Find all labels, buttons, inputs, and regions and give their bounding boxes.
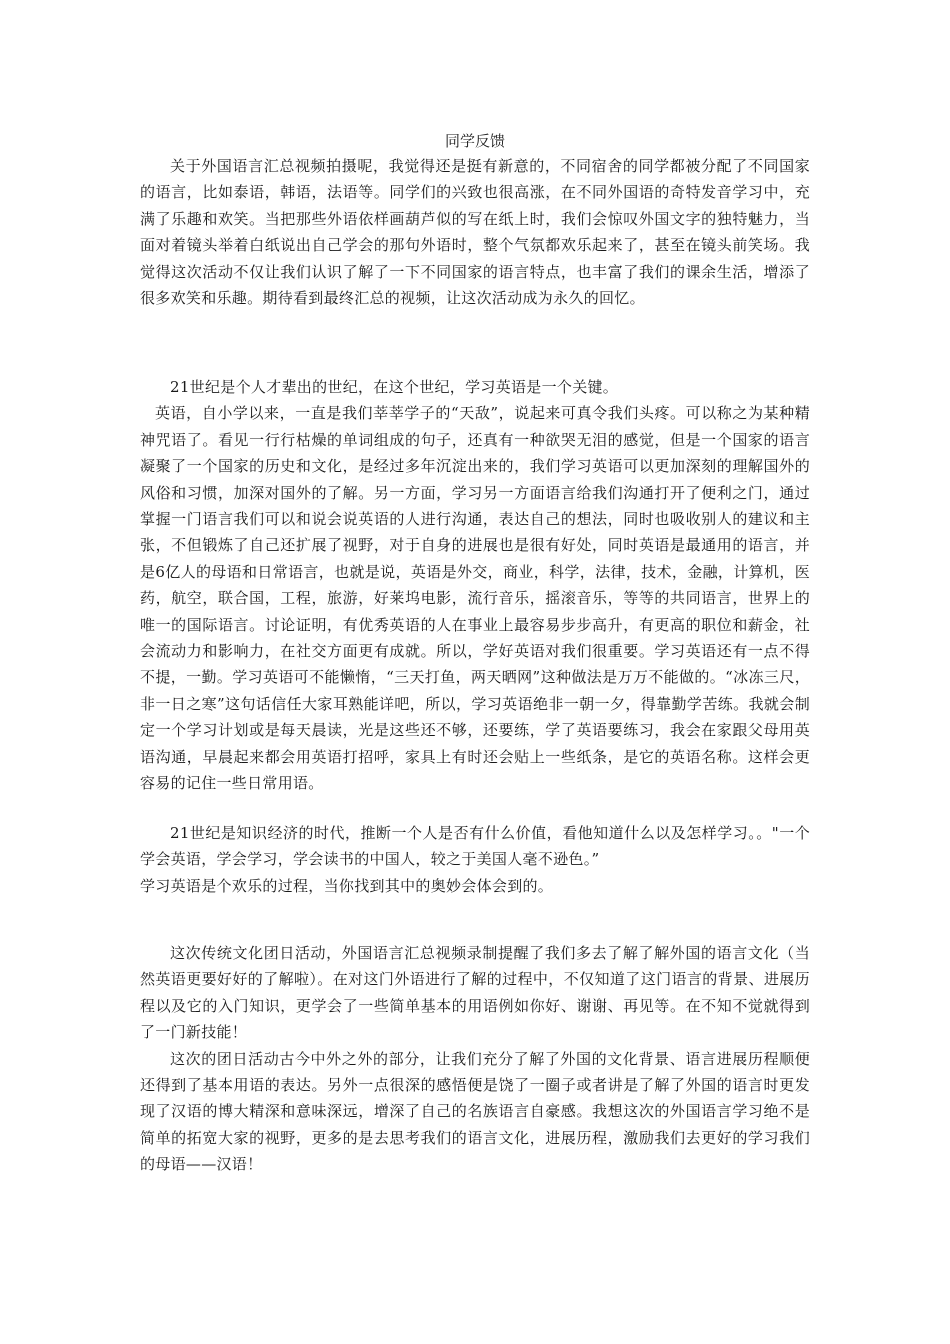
document-title: 同学反馈 — [444, 132, 505, 150]
feedback-section-3 — [140, 820, 810, 899]
paragraph: 学习英语是个欢乐的过程，当你找到其中的奥妙会体会到的。 — [140, 876, 554, 895]
paragraph: 这次传统文化团日活动，外国语言汇总视频录制提醒了我们多去了解了解外国的语言文化（当然英语更要好好的了解啦）。在对这门外语进行了解的过程中，不仅知道了这门语言的背景、进展历程以及它的入门知识，更学会了一些简单基本的用语例如你好、谢谢、再见等。在不知不觉就得到了一门新技能！ — [140, 944, 810, 1042]
feedback-section-2 — [140, 374, 810, 797]
paragraph: 21世纪是知识经济的时代，推断一个人是否有什么价值，看他知道什么以及怎样学习。。"一个学会英语，学会学习，学会读书的中国人，较之于美国人毫不逊色。” — [140, 824, 810, 869]
feedback-section-4 — [140, 940, 810, 1178]
paragraph: 21世纪是个人才辈出的世纪，在这个世纪，学习英语是一个关键。 — [170, 378, 619, 396]
paragraph: 关于外国语言汇总视频拍摄呢，我觉得还是挺有新意的，不同宿舍的同学都被分配了不同国家的语言，比如泰语，韩语，法语等。同学们的兴致也很高涨，在不同外国语的奇特发音学习中，充满了乐趣和欢笑。当把那些外语依样画葫芦似的写在纸上时，我们会惊叹外国文字的独特魅力，当面对着镜头举着白纸说出自己学会的那句外语时，整个气氛都欢乐起来了，甚至在镜头前笑场。我觉得这次活动不仅让我们认识了解了一下不同国家的语言特点，也丰富了我们的课余生活，增添了很多欢笑和乐趣。期待看到最终汇总的视频，让这次活动成为永久的回忆。 — [140, 157, 810, 308]
feedback-section-1 — [140, 153, 810, 311]
paragraph: 英语，自小学以来，一直是我们莘莘学子的“天敌”，说起来可真令我们头疼。可以称之为某种精神咒语了。看见一行行枯燥的单词组成的句子，还真有一种欲哭无泪的感觉，但是一个国家的语言凝聚了一个国家的历史和文化，是经过多年沉淀出来的，我们学习英语可以更加深刻的理解国外的风俗和习惯，加深对国外的了解。另一方面，学习另一方面语言给我们沟通打开了便利之门，通过掌握一门语言我们可以和说会说英语的人进行沟通，表达自己的想法，同时也吸收别人的建议和主张，不但锻炼了自己还扩展了视野，对于自身的进展也是很有好处，同时英语是最通用的语言，并是6亿人的母语和日常语言，也就是说，英语是外交，商业，科学，法律，技术，金融，计算机，医药，航空，联合国，工程，旅游，好莱坞电影，流行音乐，摇滚音乐，等等的共同语言，世界上的唯一的国际语言。讨论证明，有优秀英语的人在事业上最容易步步高升，有更高的职位和薪金，社会流动力和影响力，在社交方面更有成就。所以，学好英语对我们很重要。学习英语还有一点不得不提，一勤。学习英语可不能懒惰，“三天打鱼，两天晒网”这种做法是万万不能做的。“冰冻三尺，非一日之寒”这句话信任大家耳熟能详吧，所以，学习英语绝非一朝一夕，得靠勤学苦练。我就会制定一个学习计划或是每天晨读，光是这些还不够，还要练，学了英语要练习，我会在家跟父母用英语沟通，早晨起来都会用英语打招呼，家具上有时还会贴上一些纸条，是它的英语名称。这样会更容易的记住一些日常用语。 — [140, 404, 810, 793]
paragraph: 这次的团日活动古今中外之外的部分，让我们充分了解了外国的文化背景、语言进展历程顺便还得到了基本用语的表达。另外一点很深的感悟便是饶了一圈子或者讲是了解了外国的语言时更发现了汉语的博大精深和意味深远，增深了自己的名族语言自豪感。我想这次的外国语言学习绝不是简单的拓宽大家的视野，更多的是去思考我们的语言文化，进展历程，激励我们去更好的学习我们的母语——汉语！ — [140, 1049, 810, 1174]
